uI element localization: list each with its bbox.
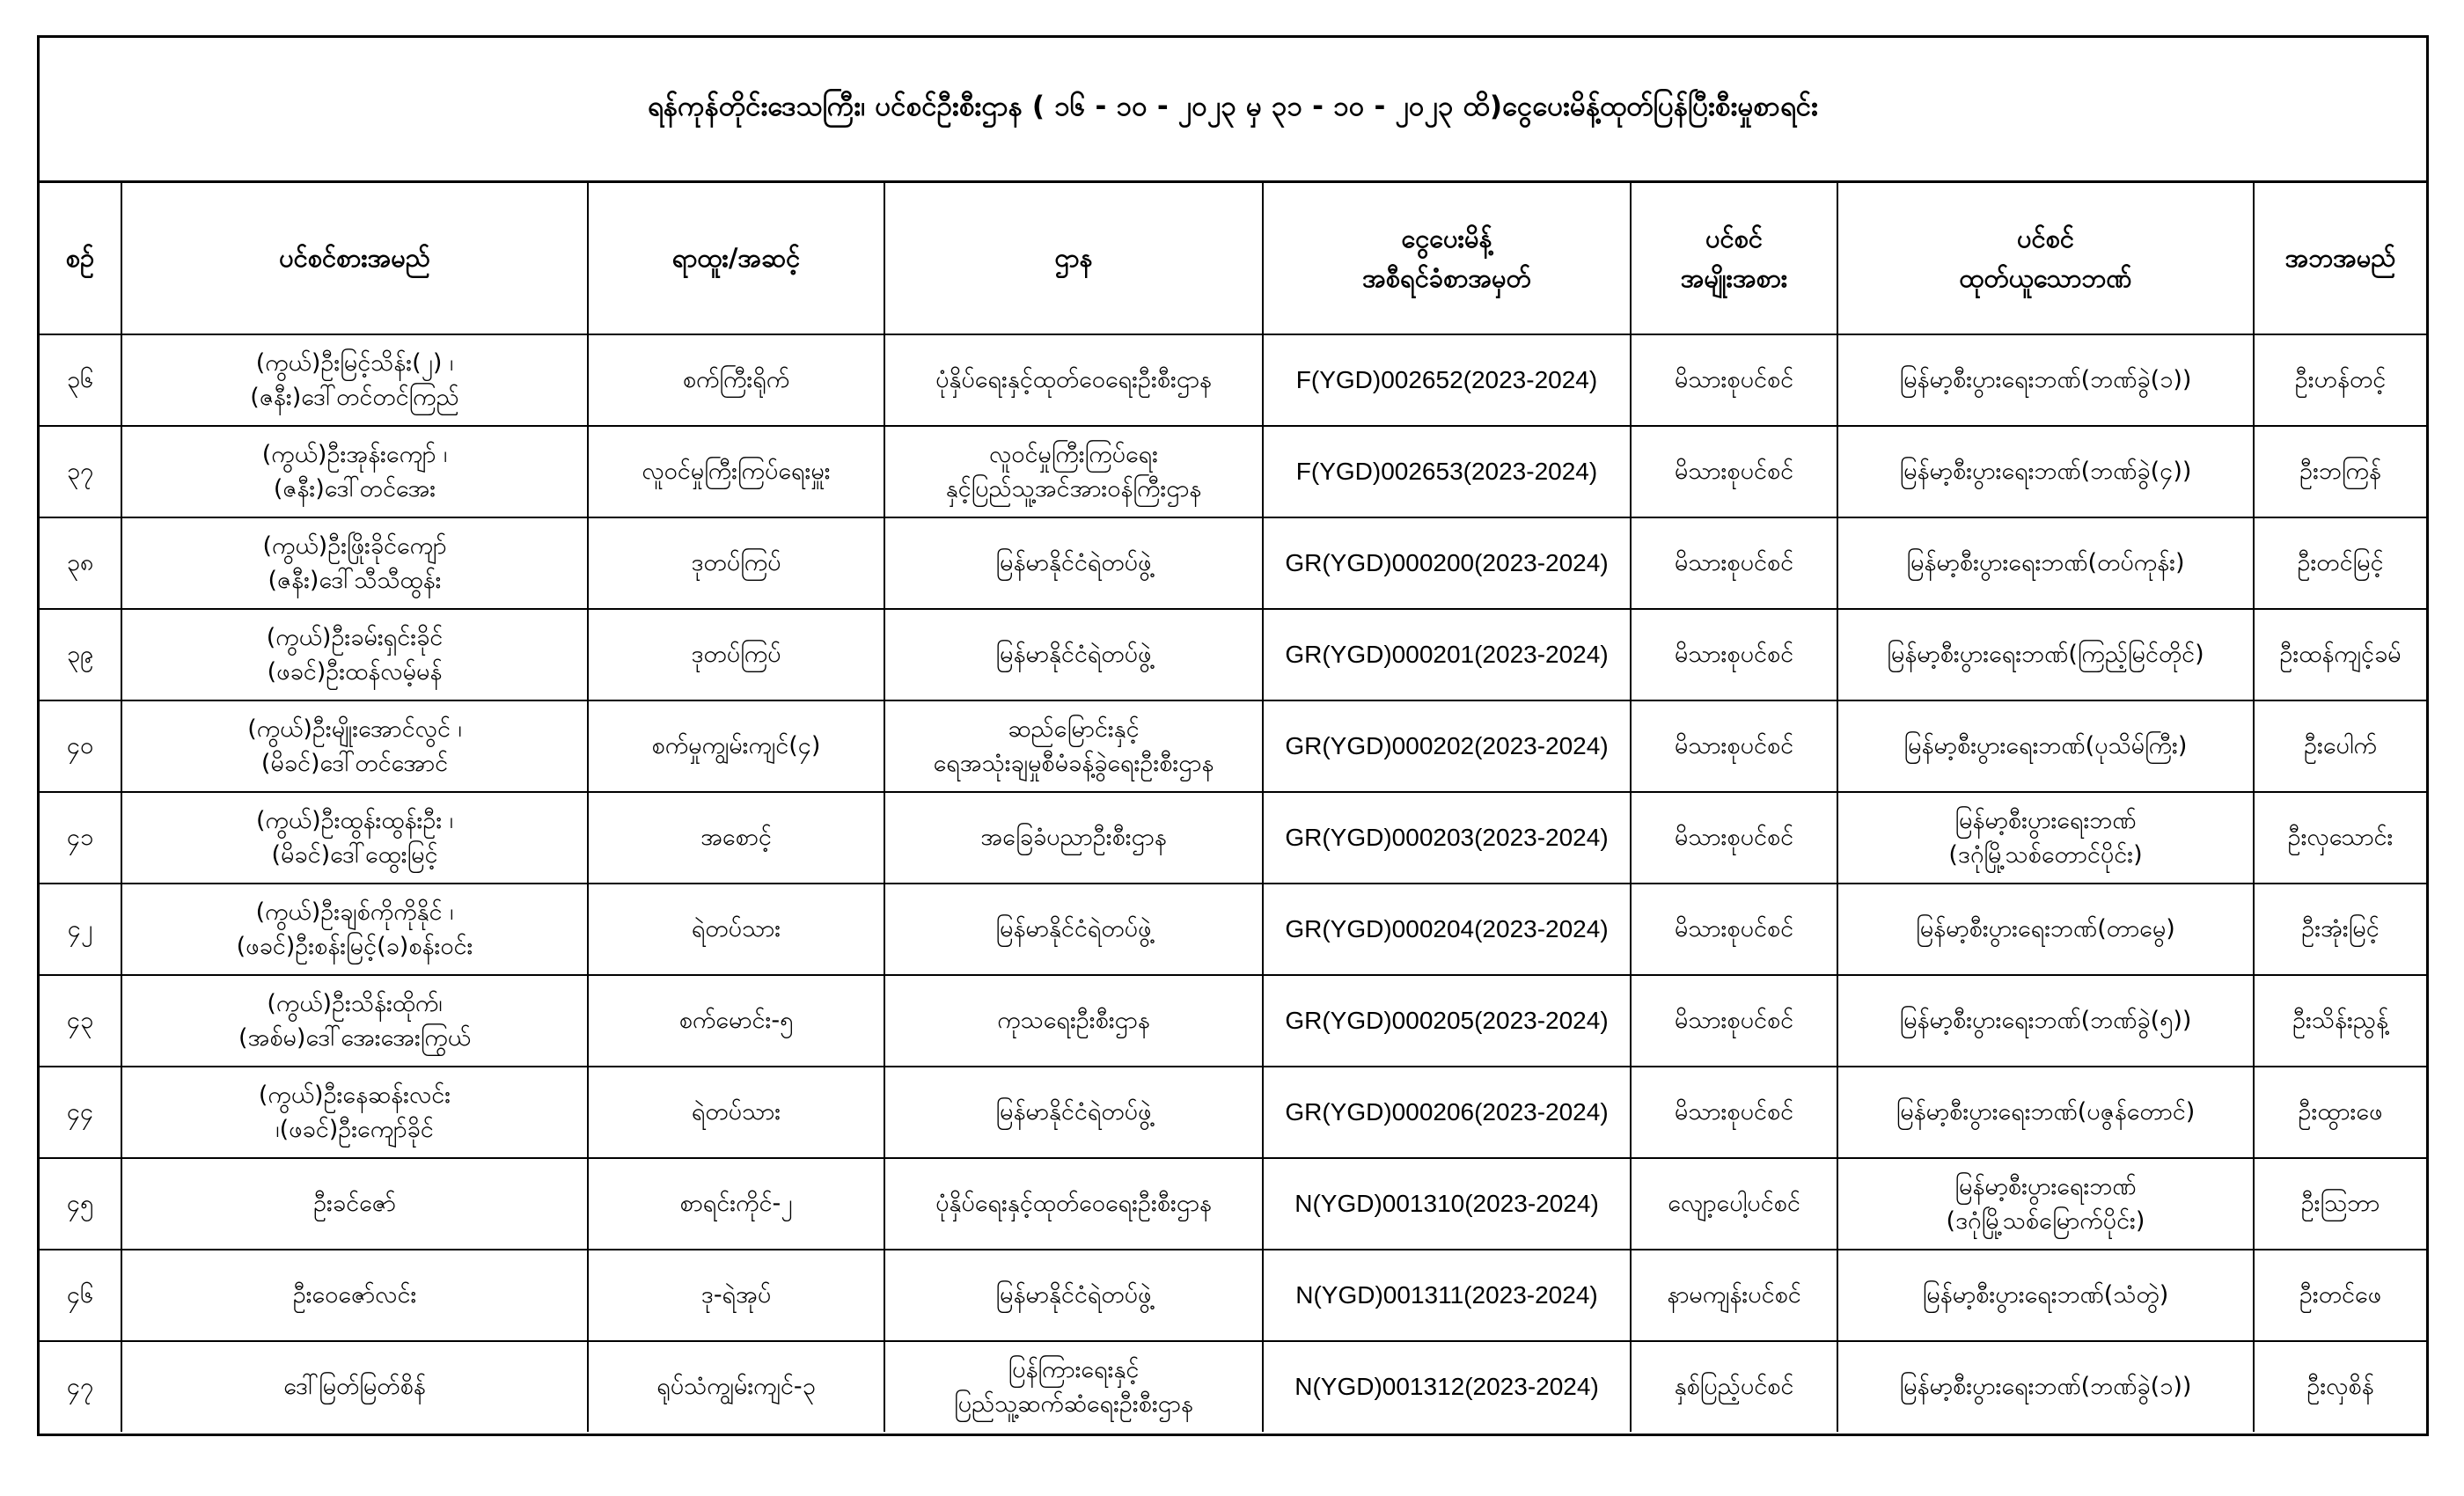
cell-no: ၃၉: [40, 609, 121, 700]
cell-department: [884, 1067, 1263, 1158]
cell-department: [884, 1250, 1263, 1341]
cell-department-line: ပုံနှိပ်ရေးနှင့်ထုတ်ဝေရေးဦးစီးဌာန: [935, 1190, 1212, 1218]
cell-department-line: ပြည်သူ့ဆက်ဆံရေးဦးစီးဌာန: [954, 1390, 1193, 1418]
cell-department: [884, 884, 1263, 975]
cell-department-line: လူဝင်မှုကြီးကြပ်ရေး: [988, 440, 1159, 468]
cell-order-no: N(YGD)001311(2023-2024): [1263, 1250, 1631, 1341]
cell-bank: [1837, 792, 2254, 884]
cell-department: [884, 792, 1263, 884]
cell-name-line: (ကွယ်)ဦးမျိုးအောင်လွင် ၊: [247, 715, 462, 743]
cell-rank: [588, 792, 884, 884]
header-bank: [1837, 183, 2254, 334]
cell-name: [121, 1341, 588, 1432]
cell-name-line: (ဖခင်)ဦးစန်းမြင့်(ခ)စန်းဝင်း: [236, 933, 473, 960]
cell-name-line: (ဇနီး)ဒေါ်တင်အေး: [273, 475, 436, 502]
header-no: စဉ်: [40, 183, 121, 334]
cell-bank: [1837, 884, 2254, 975]
cell-bank: [1837, 517, 2254, 609]
cell-rank-line: ဒုတပ်ကြပ်: [691, 549, 781, 577]
cell-bank-line: မြန်မာ့စီးပွားရေးဘဏ်(တာမွေ): [1916, 915, 2175, 943]
cell-bank-line: မြန်မာ့စီးပွားရေးဘဏ်: [1954, 1172, 2137, 1200]
header-department: ဌာန: [884, 183, 1263, 334]
cell-rank-line: ဒု-ရဲအုပ်: [700, 1281, 772, 1309]
cell-father-name: ဦးဩဘာ: [2254, 1158, 2426, 1250]
cell-name-line: (ကွယ်)ဦးနေဆန်းလင်း: [258, 1081, 451, 1109]
report-title: ရန်ကုန်တိုင်းဒေသကြီး၊ ပင်စင်ဦးစီးဌာန ( ၁၆ - ၁၀ - ၂၀၂၃ မှ ၃၁ - ၁၀ - ၂၀၂၃ ထိ)ငွေပေးမိန့်ထုတ်ပြန်ပြီးစီးမှုစာရင်း: [40, 38, 2426, 183]
cell-father-name: ဦးလှသောင်း: [2254, 792, 2426, 884]
cell-bank: [1837, 1158, 2254, 1250]
cell-no: ၄၇: [40, 1341, 121, 1432]
cell-bank: [1837, 700, 2254, 792]
cell-name-line: (ကွယ်)ဦးမြင့်သိန်း(၂) ၊: [255, 348, 454, 377]
table-row: [40, 884, 2426, 975]
cell-order-no: N(YGD)001310(2023-2024): [1263, 1158, 1631, 1250]
cell-rank-line: စက်ကြီးရိုက်: [682, 366, 790, 394]
table-row: [40, 1341, 2426, 1432]
cell-department-line: မြန်မာနိုင်ငံရဲတပ်ဖွဲ့: [995, 549, 1152, 577]
cell-no: ၄၃: [40, 975, 121, 1067]
cell-no: ၄၄: [40, 1067, 121, 1158]
cell-father-name: ဦးပေါက်: [2254, 700, 2426, 792]
cell-rank-line: လူဝင်မှုကြီးကြပ်ရေးမှူး: [642, 458, 831, 486]
cell-father-name: ဦးအုံးမြင့်: [2254, 884, 2426, 975]
cell-rank-line: ရဲတပ်သား: [691, 1098, 781, 1126]
cell-rank: [588, 609, 884, 700]
cell-father-name: ဦးသိန်းညွန့်: [2254, 975, 2426, 1067]
cell-department-line: ကုသရေးဦးစီးဌာန: [997, 1007, 1150, 1035]
table-row: [40, 1250, 2426, 1341]
cell-order-no: F(YGD)002652(2023-2024): [1263, 334, 1631, 426]
cell-bank-line: မြန်မာ့စီးပွားရေးဘဏ်(ကြည့်မြင်တိုင်): [1887, 641, 2204, 669]
cell-department-line: နှင့်ပြည်သူ့အင်အားဝန်ကြီးဌာန: [945, 475, 1202, 502]
cell-department-line: ဆည်မြောင်းနှင့်: [1008, 715, 1140, 743]
cell-name-line: (အစ်မ)ဒေါ်အေးအေးကြွယ်: [238, 1024, 471, 1052]
header-bank-line2: ထုတ်ယူသောဘဏ်: [1959, 262, 2132, 293]
cell-rank-line: စက်မှုကျွမ်းကျင်(၄): [651, 732, 821, 760]
cell-father-name: ဦးထန်ကျင့်ခမ်: [2254, 609, 2426, 700]
cell-type: နှစ်ပြည့်ပင်စင်: [1631, 1341, 1837, 1432]
cell-no: ၄၁: [40, 792, 121, 884]
cell-name-line: ဦးဝေဇော်လင်း: [292, 1281, 417, 1309]
cell-father-name: ဦးဘကြန်: [2254, 426, 2426, 517]
cell-rank-line: ရဲတပ်သား: [691, 915, 781, 943]
table-row: [40, 792, 2426, 884]
cell-department: [884, 517, 1263, 609]
table-row: [40, 334, 2426, 426]
header-type-line2: အမျိုးအစား: [1680, 262, 1788, 293]
cell-type: မိသားစုပင်စင်: [1631, 609, 1837, 700]
cell-type: မိသားစုပင်စင်: [1631, 334, 1837, 426]
cell-name-line: ၊(ဖခင်)ဦးကျော်ခိုင်: [275, 1116, 434, 1143]
cell-bank-line: မြန်မာ့စီးပွားရေးဘဏ်(ဘဏ်ခွဲ(၅)): [1899, 1007, 2192, 1035]
cell-type: မိသားစုပင်စင်: [1631, 792, 1837, 884]
cell-name: [121, 426, 588, 517]
cell-bank: [1837, 975, 2254, 1067]
cell-bank: [1837, 426, 2254, 517]
cell-order-no: GR(YGD)000205(2023-2024): [1263, 975, 1631, 1067]
cell-name-line: (ဇနီး)ဒေါ်တင်တင်ကြည်: [250, 384, 459, 411]
cell-rank: [588, 975, 884, 1067]
cell-name-line: (ကွယ်)ဦးချစ်ကိုကိုနိုင် ၊: [255, 898, 454, 926]
cell-name: [121, 1158, 588, 1250]
table-row: [40, 975, 2426, 1067]
cell-bank: [1837, 334, 2254, 426]
cell-department-line: ပုံနှိပ်ရေးနှင့်ထုတ်ဝေရေးဦးစီးဌာန: [935, 366, 1212, 394]
cell-no: ၃၇: [40, 426, 121, 517]
cell-father-name: ဦးဟန်တင့်: [2254, 334, 2426, 426]
cell-type: နာမကျန်းပင်စင်: [1631, 1250, 1837, 1341]
cell-no: ၄၆: [40, 1250, 121, 1341]
header-rank: ရာထူး/အဆင့်: [588, 183, 884, 334]
cell-rank-line: ရုပ်သံကျွမ်းကျင်-၃: [656, 1373, 816, 1401]
cell-type: မိသားစုပင်စင်: [1631, 517, 1837, 609]
cell-rank: [588, 1067, 884, 1158]
cell-department: [884, 334, 1263, 426]
header-order-no-line2: အစီရင်ခံစာအမှတ်: [1362, 262, 1531, 293]
cell-rank-line: စက်မောင်း-၅: [678, 1007, 794, 1035]
cell-bank-line: မြန်မာ့စီးပွားရေးဘဏ်: [1954, 806, 2137, 834]
cell-type: မိသားစုပင်စင်: [1631, 1067, 1837, 1158]
cell-rank: [588, 700, 884, 792]
cell-name-line: (ကွယ်)ဦးအုန်းကျော် ၊: [261, 440, 448, 468]
cell-name-line: ဦးခင်ဇော်: [313, 1190, 396, 1218]
table-row: [40, 609, 2426, 700]
cell-order-no: N(YGD)001312(2023-2024): [1263, 1341, 1631, 1432]
cell-no: ၄၀: [40, 700, 121, 792]
cell-type: လျော့ပေါ့ပင်စင်: [1631, 1158, 1837, 1250]
cell-no: ၃၈: [40, 517, 121, 609]
cell-father-name: ဦးလှစိန်: [2254, 1341, 2426, 1432]
cell-no: ၃၆: [40, 334, 121, 426]
cell-name: [121, 975, 588, 1067]
cell-department-line: ရေအသုံးချမှုစီမံခန့်ခွဲရေးဦးစီးဌာန: [933, 750, 1214, 777]
cell-name: [121, 334, 588, 426]
cell-name: [121, 792, 588, 884]
header-bank-line1: ပင်စင်: [2016, 223, 2075, 253]
cell-bank: [1837, 1341, 2254, 1432]
table-row: [40, 1158, 2426, 1250]
cell-rank-line: အစောင့်: [700, 824, 772, 852]
cell-name: [121, 700, 588, 792]
cell-department-line: မြန်မာနိုင်ငံရဲတပ်ဖွဲ့: [995, 1281, 1152, 1309]
header-order-no-line1: ငွေပေးမိန့်: [1401, 223, 1492, 253]
cell-rank: [588, 334, 884, 426]
cell-department-line: အခြေခံပညာဦးစီးဌာန: [980, 824, 1167, 852]
cell-father-name: ဦးတင်မြင့်: [2254, 517, 2426, 609]
cell-bank: [1837, 609, 2254, 700]
cell-order-no: GR(YGD)000204(2023-2024): [1263, 884, 1631, 975]
cell-bank-line: မြန်မာ့စီးပွားရေးဘဏ်(ဘဏ်ခွဲ(၁)): [1899, 1373, 2192, 1401]
cell-bank-line: မြန်မာ့စီးပွားရေးဘဏ်(ပုသိမ်ကြီး): [1903, 732, 2188, 760]
cell-department-line: မြန်မာနိုင်ငံရဲတပ်ဖွဲ့: [995, 641, 1152, 669]
cell-bank-line: မြန်မာ့စီးပွားရေးဘဏ်(တပ်ကုန်း): [1906, 549, 2185, 577]
cell-department: [884, 700, 1263, 792]
cell-type: မိသားစုပင်စင်: [1631, 700, 1837, 792]
cell-no: ၄၂: [40, 884, 121, 975]
cell-name: [121, 884, 588, 975]
cell-name: [121, 1250, 588, 1341]
cell-father-name: ဦးထွားဖေ: [2254, 1067, 2426, 1158]
cell-order-no: GR(YGD)000202(2023-2024): [1263, 700, 1631, 792]
cell-department-line: မြန်မာနိုင်ငံရဲတပ်ဖွဲ့: [995, 1098, 1152, 1126]
table-body: [40, 334, 2426, 1432]
cell-type: မိသားစုပင်စင်: [1631, 884, 1837, 975]
table-row: [40, 700, 2426, 792]
cell-bank-line: မြန်မာ့စီးပွားရေးဘဏ်(ဘဏ်ခွဲ(၄)): [1899, 458, 2192, 486]
cell-name-line: (ကွယ်)ဦးဖြိုးခိုင်ကျော်: [262, 532, 447, 560]
cell-order-no: GR(YGD)000200(2023-2024): [1263, 517, 1631, 609]
cell-rank: [588, 884, 884, 975]
cell-bank-line: မြန်မာ့စီးပွားရေးဘဏ်(ဘဏ်ခွဲ(၁)): [1899, 366, 2192, 394]
cell-no: ၄၅: [40, 1158, 121, 1250]
cell-bank: [1837, 1067, 2254, 1158]
cell-bank-line: (ဒဂုံမြို့သစ်မြောက်ပိုင်း): [1946, 1207, 2145, 1235]
cell-name-line: (ကွယ်)ဦးခမ်းရှင်းခိုင်: [266, 623, 444, 651]
header-type-line1: ပင်စင်: [1705, 223, 1764, 253]
cell-type: မိသားစုပင်စင်: [1631, 426, 1837, 517]
header-type: [1631, 183, 1837, 334]
cell-rank-line: စာရင်းကိုင်-၂: [679, 1190, 793, 1218]
cell-bank-line: (ဒဂုံမြို့သစ်တောင်ပိုင်း): [1948, 841, 2143, 869]
cell-rank: [588, 517, 884, 609]
cell-rank: [588, 1250, 884, 1341]
table-row: [40, 426, 2426, 517]
pension-table: [40, 183, 2426, 1432]
header-father-name: အဘအမည်: [2254, 183, 2426, 334]
cell-name: [121, 517, 588, 609]
cell-rank: [588, 1341, 884, 1432]
cell-name-line: (ဇနီး)ဒေါ်သီသီထွန်း: [268, 567, 442, 594]
header-name: ပင်စင်စားအမည်: [121, 183, 588, 334]
cell-bank-line: မြန်မာ့စီးပွားရေးဘဏ်(ပဇွန်တောင်): [1896, 1098, 2196, 1126]
cell-rank-line: ဒုတပ်ကြပ်: [691, 641, 781, 669]
cell-order-no: GR(YGD)000203(2023-2024): [1263, 792, 1631, 884]
cell-department: [884, 1158, 1263, 1250]
cell-department-line: မြန်မာနိုင်ငံရဲတပ်ဖွဲ့: [995, 915, 1152, 943]
cell-name-line: ဒေါ်မြတ်မြတ်စိန်: [283, 1373, 426, 1401]
cell-department: [884, 426, 1263, 517]
table-header-row: [40, 183, 2426, 334]
pension-report-document: [37, 35, 2429, 1436]
cell-order-no: GR(YGD)000201(2023-2024): [1263, 609, 1631, 700]
header-order-no: [1263, 183, 1631, 334]
table-row: [40, 517, 2426, 609]
cell-bank: [1837, 1250, 2254, 1341]
cell-rank: [588, 1158, 884, 1250]
cell-order-no: F(YGD)002653(2023-2024): [1263, 426, 1631, 517]
cell-department-line: ပြန်ကြားရေးနှင့်: [1008, 1355, 1140, 1383]
cell-rank: [588, 426, 884, 517]
cell-order-no: GR(YGD)000206(2023-2024): [1263, 1067, 1631, 1158]
table-row: [40, 1067, 2426, 1158]
cell-type: မိသားစုပင်စင်: [1631, 975, 1837, 1067]
cell-name: [121, 1067, 588, 1158]
cell-department: [884, 1341, 1263, 1432]
cell-name: [121, 609, 588, 700]
cell-department: [884, 975, 1263, 1067]
cell-name-line: (ကွယ်)ဦးသိန်းထိုက်၊: [267, 989, 443, 1017]
cell-name-line: (မိခင်)ဒေါ်တင်အောင်: [260, 750, 449, 777]
cell-name-line: (ကွယ်)ဦးထွန်းထွန်းဦး ၊: [255, 806, 454, 834]
cell-bank-line: မြန်မာ့စီးပွားရေးဘဏ်(သံတွဲ): [1922, 1281, 2169, 1309]
cell-father-name: ဦးတင်ဖေ: [2254, 1250, 2426, 1341]
cell-department: [884, 609, 1263, 700]
cell-name-line: (ဖခင်)ဦးထန်လမ့်မန်: [267, 658, 443, 686]
cell-name-line: (မိခင်)ဒေါ်ထွေးမြင့်: [271, 841, 438, 869]
